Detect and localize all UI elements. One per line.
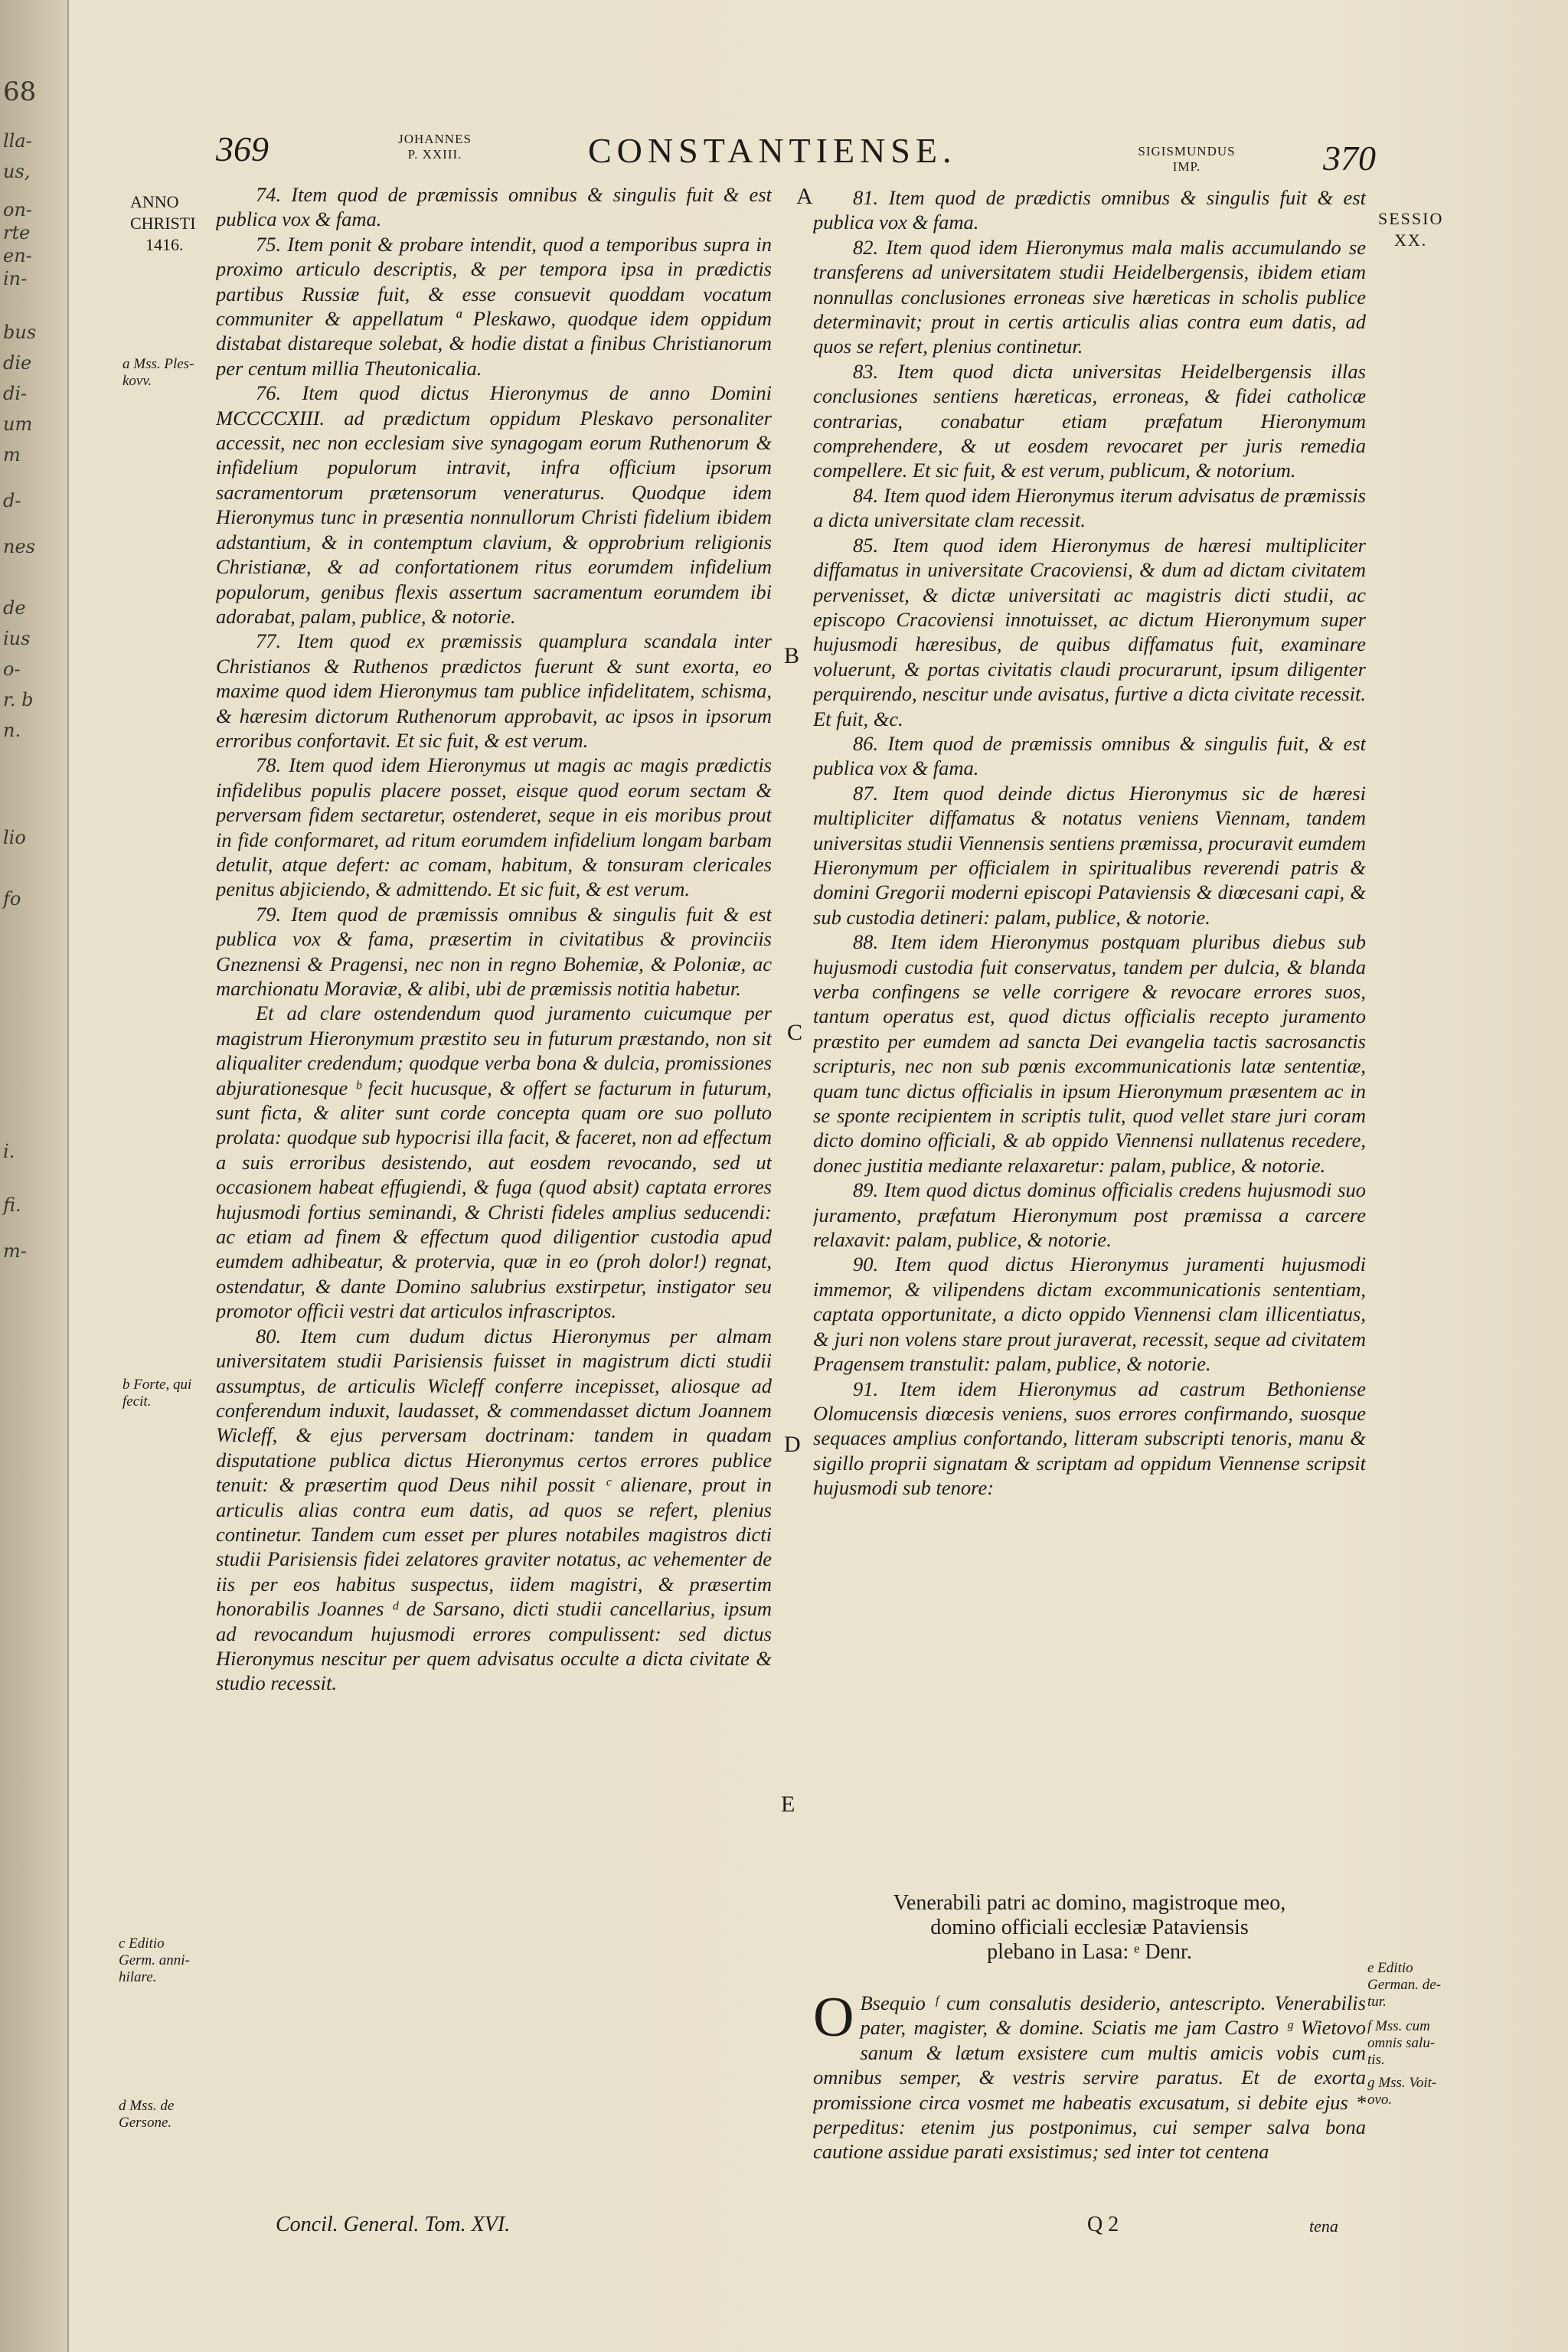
- article-86: 86. Item quod de præmissis omnibus & singulis fuit, & est publica vox & fama.: [813, 731, 1366, 780]
- facing-page-fragment: on-: [3, 199, 33, 220]
- facing-page-fragment: us,: [3, 161, 31, 182]
- facing-page-fragment: nes: [3, 536, 35, 557]
- article-76: 76. Item quod dictus Hieronymus de anno Domini MCCCCXIII. ad prædictum oppidum Pleskavo personaliter accessit, nec non ecclesiam sive synagogam eorum Ruthenorum & infidelium populorum intravit, infra officium ipsorum sacramentorum prætensorum veneraturus. Quodque idem Hieronymus tunc in præsentia nonnullorum Christi fidelium ibidem adstantium, & in contemptum clavium, & opprobrium religionis Christianæ, & ad confortationem ritus eorumdem infidelium populorum, genibus flexis assertum sacramentum eorumdem ibi adorabat, palam, publice, & notorie.: [216, 381, 772, 628]
- sheet-mark: Q 2: [1087, 2213, 1119, 2236]
- facing-page-fragment: o-: [3, 658, 21, 680]
- article-78: 78. Item quod idem Hieronymus ut magis ac magis prædictis infidelibus populis placere posset, eisque quod eorum sectam & perversam fidem sectaretur, ostenderet, seque in eis moribus prout in fide conformaret, ad ritum eorumdem infidelium longam barbam detulit, atque defert: ac comam, habitum, & tonsuram clericales penitus abjiciendo, & admittendo. Et sic fuit, & est verum.: [216, 753, 772, 901]
- margin-year-anno: ANNO: [130, 192, 179, 211]
- article-81: 81. Item quod de prædictis omnibus & singulis fuit & est publica vox & fama.: [813, 186, 1366, 234]
- article-79: 79. Item quod de præmissis omnibus & singulis fuit & est publica vox & fama, præsertim in civitatibus & provinciis Gneznensi & Pragensi, nec non in regno Bohemiæ, & Poloniæ, ac marchionatu Moraviæ, & alibi, ubi de præmissis notitia habetur.: [216, 902, 772, 1000]
- running-head-emperor: SIGISMUNDUS: [1138, 144, 1236, 158]
- article-88: 88. Item idem Hieronymus postquam pluribus diebus sub hujusmodi custodia fuit conservatus, tandem per dulcia, & blanda verba confingens se velle corrigere & revocare errores suos, tantum operatus est, quod dictus officialis recepto juramento præstito per eumdem ad sancta Dei evangelia tactis sacrosanctis scripturis, nec non sub pœnis excommunicationis latæ sententiæ, quam tunc dictus officialis in ipsum Hieronymum præsentem ac in se sponte recipientem in scriptis tulit, quod vellet stare juri coram dicto domino officiali, & ab oppido Viennensi nullatenus recedere, donec justitia mediante relaxaretur: palam, publice, & notorie.: [813, 930, 1366, 1177]
- promotor-preamble: Et ad clare ostendendum quod juramento cuicumque per magistrum Hieronymum præstito seu in futurum præstando, non sit aliqualiter credendum; quodque verba bona & dulcia, promissiones abjurationesque ᵇ fecit hucusque, & offert se facturum in futurum, sunt ficta, & aliter sunt corde concepta quam ore suo polluto prolata: quodque sub hypocrisi illa facit, & faceret, non ad effectum a suis erroribus desistendo, aut eosdem revocando, sed ut occasionem habeat effugiendi, & fuga (quod absit) captata errores hujusmodi fortius seminandi, & Christi fideles amplius seducendi: ac etiam ad finem & effectum quod diligentior custodia apud eumdem adhibeatur, & protervia, quæ in eo (proh dolor!) regnat, ostendatur, & dante Domino salubrius exstirpetur, instigator seu promotor officii vestri dat articulos infrascriptos.: [216, 1001, 772, 1323]
- facing-page-fragment: lio: [3, 827, 26, 848]
- running-head-pope: JOHANNES: [398, 132, 472, 146]
- right-running-head: [1110, 144, 1263, 175]
- facing-page-fragment: in-: [3, 268, 28, 289]
- left-page-number: 369: [216, 129, 269, 168]
- margin-note-b: b Forte, qui fecit.: [122, 1377, 192, 1410]
- facing-page-fragment: 68: [3, 77, 37, 107]
- facing-page-fragment: de: [3, 597, 26, 619]
- facing-page-fragment: r. b: [3, 689, 34, 710]
- margin-note-f: f Mss. cum omnis salu- tis.: [1367, 2018, 1436, 2068]
- article-75: 75. Item ponit & probare intendit, quod a temporibus supra in proximo articulo descriptis, & per tempora ipsa in prædictis partibus Russiæ fuit, & esse consuevit quoddam vocatum communiter & appellatum ª Pleskawo, quodque idem oppidum distabat distareque solebat, & hodie distat a finibus Christianorum per centum millia Theutonicalia.: [216, 232, 772, 380]
- letter-heading: [813, 1891, 1366, 1965]
- article-74: 74. Item quod de præmissis omnibus & singulis fuit & est publica vox & fama.: [216, 183, 772, 231]
- right-page-number: 370: [1323, 139, 1376, 178]
- facing-page-fragment: fo: [3, 888, 21, 910]
- running-head-emperor-title: IMP.: [1172, 159, 1201, 174]
- margin-year: [130, 191, 196, 256]
- facing-page-fragment: m: [3, 444, 21, 466]
- facing-page-fragment: ius: [3, 628, 31, 649]
- article-89: 89. Item quod dictus dominus officialis credens hujusmodi suo juramento, præfatum Hieronymum post præmissa a carcere relaxavit: palam, publice, & notorie.: [813, 1178, 1366, 1252]
- facing-page-fragment: m-: [3, 1240, 27, 1262]
- margin-note-e: e Editio German. de- tur.: [1367, 1960, 1442, 2010]
- section-marker-c: C: [787, 1020, 803, 1045]
- facing-page-fragment: rte: [3, 222, 31, 243]
- article-85: 85. Item quod idem Hieronymus de hæresi multipliciter diffamatus in universitate Cracoviensi, & dum ad dictam civitatem pervenisset, & dictæ universitati ac magistris dicti studii, ac episcopo Cracoviensi innotuisset, ac dictum Hieronymum super hujusmodi hæresibus, de quibus diffamatus fuit, examinare voluerunt, & portas civitatis claudi procurarunt, ipsum diligenter perquirendo, nescitur unde avisatus, furtive a dicta civitate recessit. Et fuit, &c.: [813, 533, 1366, 730]
- facing-page-fragment: i.: [3, 1141, 15, 1162]
- drop-cap-initial: O: [813, 1991, 854, 2049]
- margin-year-christi: CHRISTI: [130, 214, 196, 233]
- margin-note-g: g Mss. Voit- ovo.: [1367, 2075, 1437, 2108]
- facing-page-fragment: fi.: [3, 1194, 21, 1216]
- facing-page-fragment: n.: [3, 720, 21, 741]
- margin-session: [1378, 208, 1443, 251]
- article-80: 80. Item cum dudum dictus Hieronymus per almam universitatem studii Parisiensis fuisset in magistrum dicti studii assumptus, de articulis Wicleff conferre incepisset, aliosque ad conferendum induxit, laudasset, & commendasset dictum Joannem Wicleff, & ejus perversam doctrinam: tandem in quadam disputatione publica dictus Hieronymus certos errores publice tenuit: & præsertim quod Deus nihil possit ᶜ alienare, prout in articulis alias contra eum datis, ad quos se refert, plenius continetur. Tandem cum esset per plures notabiles magistros dicti studii Parisiensis fidei zelatores graviter notatus, ac vehementer de iis per eos habitus suspectus, iidem magistri, & præsertim honorabilis Joannes ᵈ de Sarsano, dicti studii cancellarius, ipsum ad revocandum hujusmodi errores compulissent: sed dictus Hieronymus nescitur per quem advisatus occulte a dicta civitate & studio recessit.: [216, 1324, 772, 1695]
- margin-note-d: d Mss. de Gersone.: [119, 2098, 175, 2131]
- article-91: 91. Item idem Hieronymus ad castrum Bethoniense Olomucensis diœcesis veniens, suos errores confirmando, suosque sequaces amplius confortando, litteram subscripti tenoris, manu & sigillo proprii signatam & scriptam ad oppidum Viennense scripsit hujusmodi sub tenore:: [813, 1377, 1366, 1500]
- section-marker-e: E: [781, 1792, 795, 1817]
- letter-text: Bsequio ᶠ cum consalutis desiderio, antescripto. Venerabilis pater, magister, & domine. Sciatis me jam Castro ᵍ Wietovo sanum & lætum exsistere cum multis amicis vobis cum omnibus semper, & vestris servire paratus. Et de exorta promissione circa vosmet me habeatis excusatum, si debite ejus * perpeditus: etenim jus postponimus, cui semper salva bona cautione assidue parati exsistimus; sed inter tot centena: [813, 1991, 1366, 2164]
- article-83: 83. Item quod dicta universitas Heidelbergensis illas conclusiones sentiens hæreticas, erroneas, & fidei catholicæ contrarias, conabatur etiam præfatum Hieronymum comprehendere, & ut eosdem revocaret per juris remedia compellere. Et sic fuit, & est verum, publicum, & notorium.: [813, 359, 1366, 482]
- article-90: 90. Item quod dictus Hieronymus juramenti hujusmodi immemor, & vilipendens dictam excommunicationis sententiam, captata opportunitate, a dicto oppido Viennensi clam illicentiatus, & juri non volens stare prout juraverat, recessit, seque ad civitatem Pragensem transtulit: palam, publice, & notorie.: [813, 1253, 1366, 1376]
- margin-session-number: XX.: [1394, 230, 1428, 250]
- facing-page-fragment: um: [3, 413, 33, 435]
- margin-note-c: c Editio Germ. anni- hilare.: [119, 1936, 190, 1985]
- section-marker-b: B: [784, 643, 800, 668]
- facing-page-fragment: bus: [3, 322, 37, 343]
- running-head-pope-number: P. XXIII.: [407, 147, 462, 162]
- margin-note-a: a Mss. Ples- kovv.: [122, 356, 194, 389]
- left-text-column: [216, 182, 772, 2180]
- section-marker-a: A: [796, 184, 813, 209]
- section-marker-d: D: [784, 1432, 801, 1457]
- facing-page-fragment: en-: [3, 245, 32, 266]
- letter-heading-line-1: Venerabili patri ac domino, magistroque meo,: [893, 1891, 1286, 1915]
- margin-year-number: 1416.: [145, 235, 184, 254]
- catchword: tena: [1309, 2216, 1338, 2236]
- facing-page-fragment: die: [3, 352, 32, 374]
- volume-signature: Concil. General. Tom. XVI.: [276, 2213, 511, 2236]
- letter-heading-line-2: domino officiali ecclesiæ Pataviensis: [930, 1916, 1249, 1939]
- previous-page-edge: [0, 0, 69, 2352]
- article-77: 77. Item quod ex præmissis quamplura scandala inter Christianos & Ruthenos prædictos fuerunt & sunt exorta, eo maxime quod idem Hieronymus tam publice infidelitatem, schisma, & hæresim dictorum Ruthenorum approbavit, ac ipsos in ipsorum erroribus confortavit. Et sic fuit, & est verum.: [216, 629, 772, 752]
- page-title: CONSTANTIENSE.: [588, 131, 957, 170]
- margin-session-label: SESSIO: [1378, 209, 1444, 228]
- right-text-column: [813, 185, 1366, 1870]
- article-87: 87. Item quod deinde dictus Hieronymus sic de hæresi multipliciter diffamatus & notatus veniens Viennam, tandem universitas studii Viennensis sentiens præmissa, procuravit eumdem Hieronymum per officialem in spiritualibus reverendi patris & domini Gregorii moderni episcopi Pataviensis & diœcesani capi, & sub custodia detineri: palam, publice, & notorie.: [813, 781, 1366, 929]
- facing-page-fragment: lla-: [3, 130, 32, 152]
- article-82: 82. Item quod idem Hieronymus mala malis accumulando se transferens ad universitatem studii Heidelbergensis, ibidem etiam nonnullas conclusiones erroneas sive hæreticas in scholis publice determinavit; prout in certis articulis alias contra eum datis, ad quos se refert, plenius continetur.: [813, 235, 1366, 358]
- letter-heading-line-3: plebano in Lasa: ᵉ Denr.: [987, 1940, 1192, 1964]
- letter-body: [813, 1991, 1366, 2220]
- left-running-head: [374, 132, 496, 162]
- article-84: 84. Item quod idem Hieronymus iterum advisatus de præmissis a dicta universitate clam recessit.: [813, 483, 1366, 532]
- facing-page-fragment: d-: [3, 490, 21, 511]
- facing-page-fragment: di-: [3, 383, 28, 404]
